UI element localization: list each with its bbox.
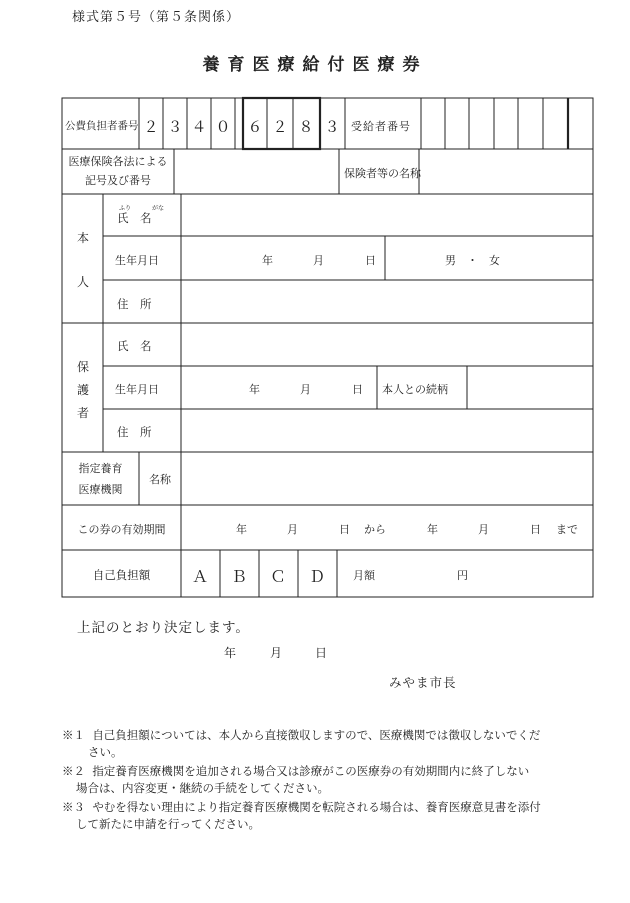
validity-year-to: 年: [427, 523, 438, 536]
validity-label: この券の有効期間: [77, 523, 166, 536]
copay-grade: Ｄ: [308, 567, 325, 586]
insurance-label-line1: 医療保険各法による: [68, 155, 168, 168]
note-item: [62, 799, 607, 833]
payer-number-label: 公費負担者番号: [65, 120, 139, 132]
form-id: 様式第５号（第５条関係）: [72, 10, 241, 25]
validity-month-from: 月: [287, 523, 298, 536]
name-ruby: ふり: [119, 205, 132, 212]
payer-digit: ６: [247, 118, 263, 136]
guardian-section-char: 者: [77, 406, 90, 420]
note-mark: ※２: [62, 764, 85, 778]
institution-label-line2: 医療機関: [78, 483, 123, 496]
note-item: [62, 727, 607, 761]
guardian-birth-day: 日: [352, 383, 363, 396]
note-text-cont: さい。: [88, 745, 123, 759]
payer-digit: ４: [191, 118, 207, 136]
person-birth-month: 月: [313, 254, 324, 267]
guardian-name-label: 氏 名: [117, 339, 152, 353]
recipient-number-label: 受給者番号: [351, 120, 411, 133]
institution-label-line1: 指定養育: [78, 462, 123, 475]
note-text: やむを得ない理由により指定養育医療機関を転院される場合は、養育医療意見書を添付: [92, 800, 541, 814]
copay-grade: Ａ: [191, 567, 208, 586]
decision-day: 日: [315, 646, 328, 660]
payer-digit: ０: [215, 118, 231, 136]
validity-day-from: 日: [339, 523, 350, 536]
guardian-birth-label: 生年月日: [115, 383, 159, 396]
copay-label: 自己負担額: [92, 568, 151, 582]
guardian-section-char: 護: [77, 383, 90, 397]
person-birth-label: 生年月日: [115, 254, 159, 267]
validity-until: まで: [556, 523, 578, 536]
payer-digit: ２: [272, 118, 288, 136]
name-ruby: がな: [152, 205, 165, 212]
person-name-label: 氏 名: [117, 211, 152, 225]
copay-grade: Ｃ: [269, 567, 286, 586]
note-text: 自己負担額については、本人から直接徴収しますので、医療機関では徴収しないでくだ: [92, 728, 541, 742]
person-section-char: 人: [77, 275, 90, 289]
person-birth-year: 年: [262, 254, 273, 267]
note-text: 指定養育医療機関を追加される場合又は診療がこの医療券の有効期間内に終了しない: [92, 764, 530, 778]
note-mark: ※３: [62, 800, 85, 814]
person-section-char: 本: [77, 231, 90, 245]
guardian-birth-year: 年: [249, 383, 260, 396]
payer-digit: ２: [143, 118, 159, 136]
copay-monthly-label: 月額: [353, 569, 375, 582]
person-birth-day: 日: [365, 254, 376, 267]
person-sex: 男 ・ 女: [445, 254, 500, 267]
payer-digit: ３: [324, 118, 340, 136]
insurer-name-label: 保険者等の名称: [344, 167, 421, 180]
payer-digit: ８: [298, 118, 314, 136]
guardian-birth-month: 月: [300, 383, 311, 396]
note-item: [62, 763, 607, 797]
decision-statement: 上記のとおり決定します。: [77, 620, 250, 636]
copay-grade: Ｂ: [230, 567, 247, 586]
guardian-relation-label: 本人との続柄: [382, 383, 448, 396]
note-text-cont: 場合は、内容変更・継続の手続をしてください。: [76, 781, 329, 795]
institution-name-label: 名称: [149, 473, 171, 486]
decision-month: 月: [270, 646, 283, 660]
decision-year: 年: [224, 646, 237, 660]
note-text-cont: して新たに申請を行ってください。: [76, 817, 260, 831]
person-address-label: 住 所: [117, 297, 152, 311]
guardian-section-char: 保: [77, 360, 90, 374]
guardian-address-label: 住 所: [117, 425, 152, 439]
note-mark: ※１: [62, 728, 85, 742]
validity-day-to: 日: [530, 523, 541, 536]
validity-month-to: 月: [478, 523, 489, 536]
validity-from: から: [364, 523, 386, 536]
page-title: 養育医療給付医療券: [202, 55, 428, 75]
copay-yen: 円: [457, 569, 468, 582]
validity-year-from: 年: [236, 523, 247, 536]
payer-digit: ３: [167, 118, 183, 136]
insurance-label-line2: 記号及び番号: [85, 174, 151, 187]
issuer: みやま市長: [389, 675, 457, 690]
